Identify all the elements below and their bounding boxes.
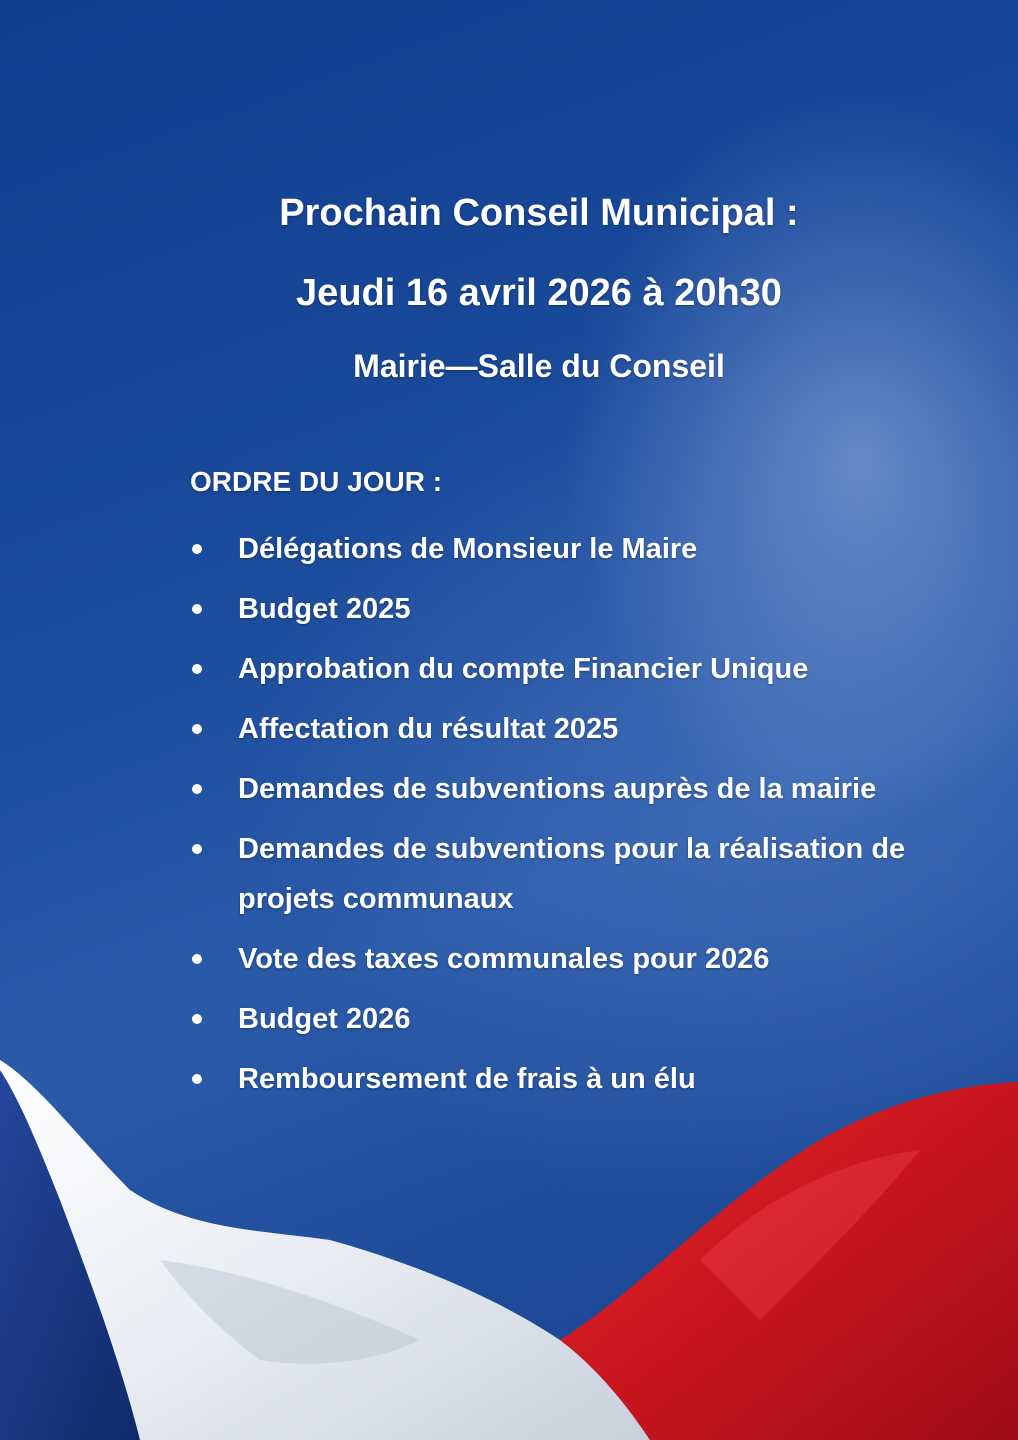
bullet-icon (192, 604, 202, 614)
meeting-title: Prochain Conseil Municipal : (279, 192, 799, 234)
agenda-heading: ORDRE DU JOUR : (190, 466, 443, 497)
agenda-item (190, 524, 950, 574)
agenda-item-text: Budget 2026 (238, 1003, 411, 1035)
agenda-item-text: Affectation du résultat 2025 (238, 713, 619, 745)
bullet-icon (192, 664, 202, 674)
agenda-item (190, 1054, 950, 1104)
agenda-item-text: Demandes de subventions auprès de la mairie (238, 773, 877, 805)
bullet-icon (192, 1014, 202, 1024)
agenda-item-text: Demandes de subventions pour la réalisation de projets communaux (238, 833, 906, 915)
agenda-item-text: Approbation du compte Financier Unique (238, 653, 809, 685)
bullet-icon (192, 544, 202, 554)
agenda-list (190, 524, 950, 1114)
agenda-item-text: Délégations de Monsieur le Maire (238, 533, 698, 565)
agenda-item (190, 824, 950, 924)
bullet-icon (192, 1074, 202, 1084)
agenda-item (190, 644, 950, 694)
agenda-item-text: Budget 2025 (238, 593, 411, 625)
meeting-location: Mairie—Salle du Conseil (353, 348, 725, 384)
agenda-item (190, 584, 950, 634)
agenda-item (190, 994, 950, 1044)
bullet-icon (192, 954, 202, 964)
bullet-icon (192, 844, 202, 854)
bullet-icon (192, 784, 202, 794)
bullet-icon (192, 724, 202, 734)
agenda-item (190, 764, 950, 814)
agenda-item (190, 934, 950, 984)
agenda-item-text: Remboursement de frais à un élu (238, 1063, 696, 1095)
meeting-date: Jeudi 16 avril 2026 à 20h30 (296, 272, 782, 314)
agenda-item-text: Vote des taxes communales pour 2026 (238, 943, 770, 975)
agenda-item (190, 704, 950, 754)
